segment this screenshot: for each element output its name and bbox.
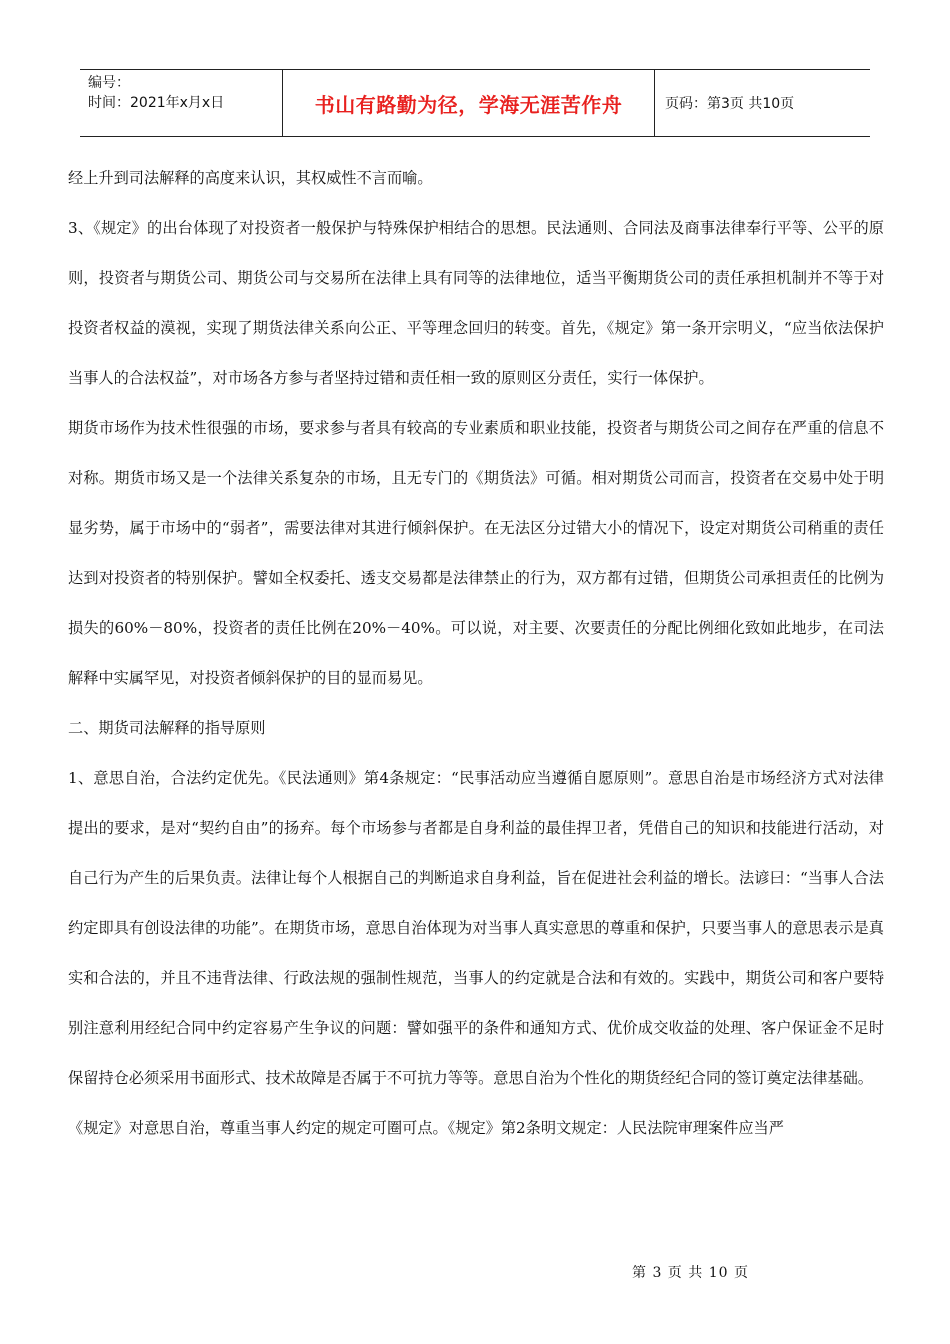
section-heading: 二、期货司法解释的指导原则: [68, 719, 266, 737]
paragraph-3: 期货市场作为技术性很强的市场，要求参与者具有较高的专业素质和职业技能，投资者与期货公司之间存在严重的信息不对称。期货市场又是一个法律关系复杂的市场，且无专门的《期货法》可循。相对期货公司而言，投资者在交易中处于明显劣势，属于市场中的“弱者”，需要法律对其进行倾斜保护。在无法区分过错大小的情况下，设定对期货公司稍重的责任达到对投资者的特别保护。譬如全权委托、透支交易都是法律禁止的行为，双方都有过错，但期货公司承担责任的比例为损失的60%－80%，投资者的责任比例在20%－40%。可以说，对主要、次要责任的分配比例细化致如此地步，在司法解释中实属罕见，对投资者倾斜保护的目的显而易见。: [68, 419, 884, 687]
page-footer: 第 3 页 共 10 页: [632, 1265, 749, 1281]
paragraph-5: 1、意思自治，合法约定优先。《民法通则》第4条规定：“民事活动应当遵循自愿原则”。意思自治是市场经济方式对法律提出的要求，是对“契约自由”的扬弃。每个市场参与者都是自身利益的最佳捍卫者，凭借自己的知识和技能进行活动，对自己行为产生的后果负责。法律让每个人根据自己的判断追求自身利益，旨在促进社会利益的增长。法谚曰：“当事人合法约定即具有创设法律的功能”。在期货市场，意思自治体现为对当事人真实意思的尊重和保护，只要当事人的意思表示是真实和合法的，并且不违背法律、行政法规的强制性规范，当事人的约定就是合法和有效的。实践中，期货公司和客户要特别注意利用经纪合同中约定容易产生争议的问题：譬如强平的条件和通知方式、优价成交收益的处理、客户保证金不足时保留持仓必须采用书面形式、技术故障是否属于不可抗力等等。意思自治为个性化的期货经纪合同的签订奠定法律基础。: [68, 769, 884, 1087]
document-body: [68, 153, 884, 1153]
document-number-label: 编号：: [88, 75, 130, 91]
paragraph-6: 《规定》对意思自治，尊重当事人约定的规定可圈可点。《规定》第2条明文规定：人民法院审理案件应当严: [68, 1119, 784, 1137]
header-motto: 书山有路勤为径，学海无涯苦作舟: [283, 70, 655, 136]
header-page-number: 页码：第3页 共10页: [665, 96, 795, 112]
document-time-label: 时间：2021年x月x日: [88, 95, 225, 111]
paragraph-2: 3、《规定》的出台体现了对投资者一般保护与特殊保护相结合的思想。民法通则、合同法及商事法律奉行平等、公平的原则，投资者与期货公司、期货公司与交易所在法律上具有同等的法律地位，适当平衡期货公司的责任承担机制并不等于对投资者权益的漠视，实现了期货法律关系向公正、平等理念回归的转变。首先，《规定》第一条开宗明义，“应当依法保护当事人的合法权益”，对市场各方参与者坚持过错和责任相一致的原则区分责任，实行一体保护。: [68, 219, 884, 387]
header-meta: [80, 70, 283, 136]
paragraph-1: 经上升到司法解释的高度来认识，其权威性不言而喻。: [68, 169, 433, 187]
page-header: [80, 69, 870, 137]
